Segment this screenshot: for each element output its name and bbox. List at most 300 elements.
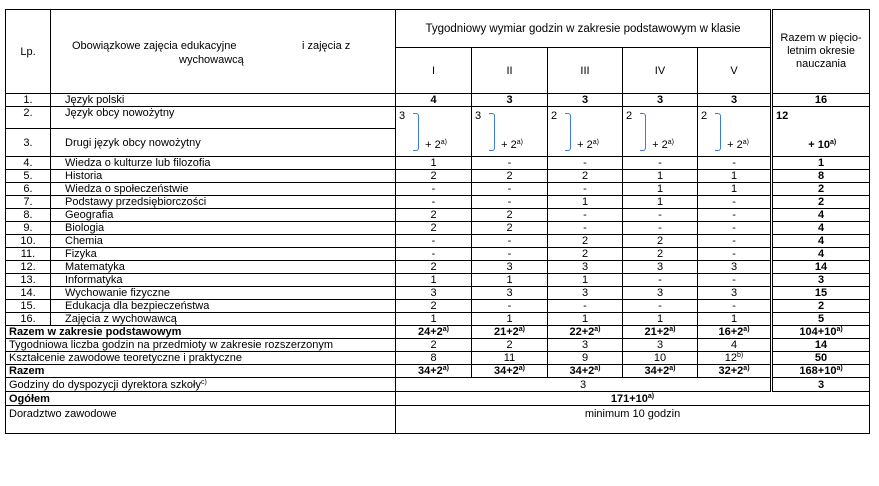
razem-row-total bbox=[772, 365, 870, 378]
row-total bbox=[772, 274, 870, 287]
row-class-4 bbox=[623, 196, 698, 209]
row-class-1 bbox=[396, 248, 472, 261]
doradztwo-label-text: Doradztwo zawodowe bbox=[9, 408, 117, 420]
vocational-row bbox=[6, 352, 870, 365]
row-lp bbox=[6, 196, 51, 209]
row-class-3-text: 1 bbox=[581, 274, 589, 286]
razem-row-class-3-text: 34+2 bbox=[569, 365, 595, 377]
doradztwo-value-text: minimum 10 godzin bbox=[584, 408, 681, 420]
footnote-marker: a) bbox=[440, 138, 447, 146]
row-lp bbox=[6, 157, 51, 170]
doradztwo-label bbox=[6, 406, 396, 434]
footnote-marker: a) bbox=[830, 138, 837, 146]
vocational-row-total bbox=[772, 352, 870, 365]
row-class-4 bbox=[623, 209, 698, 222]
row-total bbox=[772, 248, 870, 261]
extended-row-class-2 bbox=[472, 339, 548, 352]
table-row bbox=[6, 94, 870, 107]
ogolem-row bbox=[6, 392, 870, 406]
row-class-1 bbox=[396, 94, 472, 107]
class-header-3 bbox=[548, 48, 623, 94]
row-total bbox=[772, 157, 870, 170]
row-total-text: 14 bbox=[814, 261, 828, 273]
footnote-marker: a) bbox=[742, 138, 749, 146]
row-class-1 bbox=[396, 300, 472, 313]
row-class-1 bbox=[396, 261, 472, 274]
basic-total-row-class-1-text: 24+2 bbox=[417, 326, 443, 338]
class-header-4-text: IV bbox=[654, 64, 666, 77]
row-class-2 bbox=[472, 222, 548, 235]
row-class-5-text: - bbox=[732, 157, 736, 169]
row-lp-text: 5. bbox=[23, 170, 33, 182]
row-class-2 bbox=[472, 313, 548, 326]
row-lp bbox=[6, 261, 51, 274]
row-subject-text: Edukacja dla bezpieczeństwa bbox=[65, 300, 210, 312]
row-class-5-text: 1 bbox=[730, 170, 738, 182]
class-header-5 bbox=[698, 48, 772, 94]
class-header-3-text: III bbox=[580, 64, 590, 77]
footnote-marker: a) bbox=[594, 326, 601, 333]
vocational-row-class-2-text: 11 bbox=[503, 352, 516, 364]
class-header-5-text: V bbox=[730, 64, 738, 77]
row-class-3-text: 2 bbox=[581, 170, 589, 182]
lang-top-value: 3 bbox=[475, 109, 482, 122]
razem-row-total-text: 168+10 bbox=[799, 365, 837, 377]
row-class-4-text: 3 bbox=[656, 94, 664, 106]
footnote-marker: a) bbox=[594, 365, 601, 372]
row-class-5-text: - bbox=[732, 222, 736, 234]
row-class-5 bbox=[698, 157, 772, 170]
row-subject-text: Informatyka bbox=[65, 274, 123, 286]
director-value bbox=[396, 378, 772, 392]
lang-class-3 bbox=[548, 107, 623, 157]
row-total bbox=[772, 170, 870, 183]
class-header-1 bbox=[396, 48, 472, 94]
row-class-1 bbox=[396, 183, 472, 196]
table-row bbox=[6, 170, 870, 183]
row-class-2-text: 2 bbox=[506, 222, 513, 234]
row-class-2 bbox=[472, 94, 548, 107]
footnote-marker: b) bbox=[737, 352, 744, 359]
basic-total-row bbox=[6, 326, 870, 339]
footnote-marker: a) bbox=[592, 138, 599, 146]
row-class-3-text: 3 bbox=[581, 261, 589, 273]
extended-row-class-4-text: 3 bbox=[656, 339, 664, 351]
row-class-5-text: - bbox=[732, 248, 736, 260]
row-class-3-text: - bbox=[583, 222, 587, 234]
header-subjects-line2: wychowawcą bbox=[179, 53, 244, 66]
table-row bbox=[6, 313, 870, 326]
row-class-4-text: 3 bbox=[656, 261, 664, 273]
row-lp-text: 2. bbox=[23, 107, 33, 119]
row-class-5 bbox=[698, 235, 772, 248]
row-class-4 bbox=[623, 222, 698, 235]
extended-row-total bbox=[772, 339, 870, 352]
row-lp bbox=[6, 300, 51, 313]
row-class-3 bbox=[548, 196, 623, 209]
row-class-4 bbox=[623, 287, 698, 300]
basic-total-row-class-4-text: 21+2 bbox=[644, 326, 670, 338]
row-class-3 bbox=[548, 183, 623, 196]
razem-row bbox=[6, 365, 870, 378]
vocational-row-class-3 bbox=[548, 352, 623, 365]
row-class-3 bbox=[548, 94, 623, 107]
ogolem-value-text: 171+10 bbox=[610, 392, 648, 405]
lang-top-value: 3 bbox=[399, 109, 406, 122]
row-subject-text: Wiedza o kulturze lub filozofia bbox=[65, 157, 211, 169]
row-subject-text: Fizyka bbox=[65, 248, 97, 260]
lang-top-value: 2 bbox=[626, 109, 633, 122]
row-class-4-text: 1 bbox=[656, 313, 664, 325]
table-row bbox=[6, 183, 870, 196]
row-class-4-text: - bbox=[658, 222, 662, 234]
row-class-3 bbox=[548, 248, 623, 261]
director-total bbox=[772, 378, 870, 392]
row-lp bbox=[6, 170, 51, 183]
brace-icon bbox=[565, 113, 571, 151]
ogolem-value bbox=[396, 392, 870, 406]
lang-plus: + $2^{a)}$ bbox=[501, 138, 523, 151]
row-class-1-text: - bbox=[431, 248, 436, 260]
row-class-1 bbox=[396, 209, 472, 222]
row-lp-text: 9. bbox=[23, 222, 33, 234]
basic-total-row-label-text: Razem w zakresie podstawowym bbox=[9, 326, 182, 338]
row-subject bbox=[51, 209, 396, 222]
row-class-5 bbox=[698, 248, 772, 261]
ogolem-label bbox=[6, 392, 396, 406]
basic-total-row-class-3 bbox=[548, 326, 623, 339]
row-class-3-text: - bbox=[583, 157, 587, 169]
row-class-5-text: - bbox=[732, 235, 736, 247]
row-class-5 bbox=[698, 209, 772, 222]
row-lp-text: 15. bbox=[20, 300, 36, 312]
row-class-5-text: - bbox=[732, 209, 736, 221]
footnote-marker: c) bbox=[200, 378, 207, 386]
row-total bbox=[772, 94, 870, 107]
basic-total-row-class-2-text: 21+2 bbox=[493, 326, 519, 338]
lang-plus: + $2^{a)}$ bbox=[727, 138, 749, 151]
footnote-marker: a) bbox=[442, 365, 449, 372]
table-row bbox=[6, 196, 870, 209]
extended-row-class-3 bbox=[548, 339, 623, 352]
row-class-5 bbox=[698, 313, 772, 326]
row-subject bbox=[51, 274, 396, 287]
razem-row-class-3 bbox=[548, 365, 623, 378]
razem-row-label-text: Razem bbox=[9, 365, 45, 377]
row-class-4 bbox=[623, 248, 698, 261]
row-lp-text: 3. bbox=[23, 136, 33, 149]
row-class-1-text: 1 bbox=[430, 274, 437, 286]
row-class-2-text: - bbox=[507, 183, 512, 195]
row-total-text: 1 bbox=[817, 157, 825, 169]
class-header-4 bbox=[623, 48, 698, 94]
row-class-3 bbox=[548, 235, 623, 248]
doradztwo-value bbox=[396, 406, 870, 434]
row-subject bbox=[51, 287, 396, 300]
row-lp-text: 8. bbox=[23, 209, 33, 221]
row-class-3-text: 1 bbox=[581, 196, 589, 208]
row-class-2-text: - bbox=[507, 235, 512, 247]
row-lp bbox=[6, 274, 51, 287]
row-subject bbox=[51, 183, 396, 196]
row-class-4 bbox=[623, 183, 698, 196]
footnote-marker: a) bbox=[743, 326, 750, 333]
razem-row-class-5-text: 32+2 bbox=[718, 365, 744, 377]
vocational-row-class-3-text: 9 bbox=[581, 352, 589, 364]
row-class-2 bbox=[472, 183, 548, 196]
lang-class-1 bbox=[396, 107, 472, 157]
row-class-1-text: 4 bbox=[430, 94, 437, 106]
row-class-5-text: - bbox=[732, 274, 736, 286]
director-label bbox=[6, 378, 396, 392]
row-class-2 bbox=[472, 274, 548, 287]
extended-row-class-3-text: 3 bbox=[581, 339, 589, 351]
vocational-row-class-2 bbox=[472, 352, 548, 365]
row-total-text: 5 bbox=[817, 313, 825, 325]
row-class-3 bbox=[548, 209, 623, 222]
row-total bbox=[772, 287, 870, 300]
row-class-1 bbox=[396, 235, 472, 248]
row-subject-text: Drugi język obcy nowożytny bbox=[65, 136, 201, 149]
row-class-5 bbox=[698, 261, 772, 274]
row-subject-text: Wiedza o społeczeństwie bbox=[65, 183, 189, 195]
row-lp-text: 14. bbox=[20, 287, 36, 299]
razem-row-class-4-text: 34+2 bbox=[644, 365, 670, 377]
row-class-3 bbox=[548, 313, 623, 326]
extended-row-label-text: Tygodniowa liczba godzin na przedmioty w zakresie rozszerzonym bbox=[9, 339, 334, 351]
razem-row-class-5 bbox=[698, 365, 772, 378]
row-class-5 bbox=[698, 170, 772, 183]
brace-icon bbox=[640, 113, 646, 151]
row-subject bbox=[51, 248, 396, 261]
row-class-2-text: 1 bbox=[506, 313, 513, 325]
extended-row-label bbox=[6, 339, 396, 352]
row-total-text: 3 bbox=[817, 274, 825, 286]
row-class-1-text: 1 bbox=[430, 313, 437, 325]
row-total-text: 16 bbox=[814, 94, 828, 106]
table-row bbox=[6, 300, 870, 313]
table-row bbox=[6, 248, 870, 261]
row-lp-text: 16. bbox=[20, 313, 36, 325]
row-lp bbox=[6, 248, 51, 261]
table-row bbox=[6, 209, 870, 222]
vocational-row-class-4-text: 10 bbox=[653, 352, 667, 364]
lang-top-value: 2 bbox=[551, 109, 558, 122]
footnote-marker: a) bbox=[669, 326, 676, 333]
lang-top-value: 12 bbox=[776, 109, 789, 122]
row-subject-text: Historia bbox=[65, 170, 103, 182]
row-class-4-text: - bbox=[658, 157, 662, 169]
director-total-text: 3 bbox=[817, 378, 825, 391]
row-class-2-text: 2 bbox=[506, 170, 513, 182]
footnote-marker: a) bbox=[669, 365, 676, 372]
header-subjects bbox=[51, 10, 396, 94]
row-total-text: 2 bbox=[817, 183, 825, 195]
row-lp-text: 7. bbox=[23, 196, 33, 208]
row-class-1-text: 2 bbox=[430, 222, 437, 234]
row-class-2 bbox=[472, 261, 548, 274]
class-header-1-text: I bbox=[431, 64, 436, 77]
row-subject bbox=[51, 94, 396, 107]
row-subject bbox=[51, 222, 396, 235]
extended-row-class-5 bbox=[698, 339, 772, 352]
footnote-marker: a) bbox=[836, 326, 843, 333]
row-lp-text: 4. bbox=[23, 157, 33, 169]
row-subject bbox=[51, 157, 396, 170]
row-subject-text: Matematyka bbox=[65, 261, 125, 273]
row-total bbox=[772, 300, 870, 313]
row-class-1-text: 2 bbox=[430, 209, 437, 221]
row-lp bbox=[6, 129, 51, 157]
class-header-2 bbox=[472, 48, 548, 94]
row-class-3 bbox=[548, 170, 623, 183]
row-subject bbox=[51, 107, 396, 129]
row-subject bbox=[51, 196, 396, 209]
director-value-text: 3 bbox=[579, 378, 587, 391]
row-class-5 bbox=[698, 94, 772, 107]
row-class-2-text: - bbox=[507, 248, 512, 260]
footnote-marker: a) bbox=[743, 365, 750, 372]
row-class-1 bbox=[396, 157, 472, 170]
extended-row-total-text: 14 bbox=[814, 339, 828, 351]
ogolem-label-text: Ogółem bbox=[9, 392, 50, 405]
row-subject-text: Chemia bbox=[65, 235, 103, 247]
razem-row-class-2-text: 34+2 bbox=[493, 365, 519, 377]
row-class-4 bbox=[623, 300, 698, 313]
row-class-4 bbox=[623, 157, 698, 170]
row-subject bbox=[51, 313, 396, 326]
brace-icon bbox=[489, 113, 495, 151]
extended-row-class-1 bbox=[396, 339, 472, 352]
footnote-marker: a) bbox=[647, 392, 655, 400]
header-weekly: Tygodniowy wymiar godzin w zakresie podstawowym w klasie bbox=[396, 10, 772, 48]
row-subject-text: Język polski bbox=[65, 94, 125, 106]
basic-total-row-class-2 bbox=[472, 326, 548, 339]
row-total bbox=[772, 261, 870, 274]
row-class-4 bbox=[623, 313, 698, 326]
row-class-5-text: - bbox=[732, 300, 736, 312]
row-lp bbox=[6, 183, 51, 196]
row-class-1 bbox=[396, 274, 472, 287]
razem-row-label bbox=[6, 365, 396, 378]
row-class-3-text: 3 bbox=[581, 94, 589, 106]
row-class-3 bbox=[548, 300, 623, 313]
row-subject-text: Zajęcia z wychowawcą bbox=[65, 313, 177, 325]
basic-total-row-class-3-text: 22+2 bbox=[569, 326, 595, 338]
row-total bbox=[772, 209, 870, 222]
row-class-4-text: 3 bbox=[656, 287, 664, 299]
row-total-text: 8 bbox=[817, 170, 825, 182]
row-class-2 bbox=[472, 248, 548, 261]
row-lp bbox=[6, 222, 51, 235]
row-class-1-text: 1 bbox=[430, 157, 437, 169]
table-row bbox=[6, 235, 870, 248]
director-row bbox=[6, 378, 870, 392]
row-class-1 bbox=[396, 170, 472, 183]
row-class-4-text: 1 bbox=[656, 183, 664, 195]
razem-row-class-1-text: 34+2 bbox=[417, 365, 443, 377]
row-lp-text: 13. bbox=[20, 274, 36, 286]
row-class-2 bbox=[472, 287, 548, 300]
row-class-2-text: 2 bbox=[506, 209, 513, 221]
row-class-4 bbox=[623, 235, 698, 248]
header-subjects-line1b: i zajęcia z bbox=[302, 39, 351, 52]
row-class-2 bbox=[472, 235, 548, 248]
row-class-1-text: 2 bbox=[430, 170, 437, 182]
row-total bbox=[772, 183, 870, 196]
row-total bbox=[772, 235, 870, 248]
row-class-4-text: - bbox=[658, 300, 662, 312]
lang-plus: + $10^{a)}$ bbox=[808, 138, 837, 151]
row-class-2 bbox=[472, 300, 548, 313]
extended-row-class-5-text: 4 bbox=[730, 339, 738, 351]
row-class-4 bbox=[623, 94, 698, 107]
vocational-row-class-1 bbox=[396, 352, 472, 365]
row-lp-text: 1. bbox=[23, 94, 33, 106]
row-class-5-text: 1 bbox=[730, 183, 738, 195]
row-class-1-text: - bbox=[431, 196, 436, 208]
row-lp-text: 11. bbox=[20, 248, 36, 260]
row-class-2-text: 3 bbox=[506, 94, 513, 106]
row-subject bbox=[51, 261, 396, 274]
row-class-4-text: - bbox=[658, 209, 662, 221]
basic-total-row-total bbox=[772, 326, 870, 339]
row-class-5 bbox=[698, 196, 772, 209]
table-row bbox=[6, 222, 870, 235]
row-lp bbox=[6, 209, 51, 222]
row-lp bbox=[6, 287, 51, 300]
row-class-3 bbox=[548, 274, 623, 287]
row-class-2 bbox=[472, 196, 548, 209]
row-class-5 bbox=[698, 183, 772, 196]
extended-row-class-2-text: 2 bbox=[506, 339, 513, 351]
row-class-5-text: - bbox=[732, 196, 736, 208]
row-subject-text: Biologia bbox=[65, 222, 105, 234]
lang-plus: + $2^{a)}$ bbox=[652, 138, 674, 151]
row-class-5-text: 3 bbox=[730, 261, 738, 273]
row-total-text: 15 bbox=[814, 287, 828, 299]
row-total-text: 2 bbox=[817, 196, 825, 208]
row-class-2-text: 1 bbox=[506, 274, 513, 286]
row-class-4-text: 2 bbox=[656, 235, 664, 247]
row-class-1-text: 2 bbox=[430, 300, 437, 312]
vocational-row-class-5 bbox=[698, 352, 772, 365]
row-lp-text: 6. bbox=[23, 183, 33, 195]
row-total bbox=[772, 196, 870, 209]
vocational-row-class-4 bbox=[623, 352, 698, 365]
curriculum-table bbox=[5, 9, 870, 434]
row-lp bbox=[6, 94, 51, 107]
row-class-3-text: 1 bbox=[581, 313, 589, 325]
row-class-5-text: 3 bbox=[730, 94, 738, 106]
class-header-2-text: II bbox=[506, 64, 513, 77]
row-subject bbox=[51, 170, 396, 183]
table-row bbox=[6, 261, 870, 274]
lang-total bbox=[772, 107, 870, 157]
row-subject-text: Wychowanie fizyczne bbox=[65, 287, 171, 299]
row-total-text: 2 bbox=[817, 300, 825, 312]
row-class-3 bbox=[548, 261, 623, 274]
row-class-3-text: 2 bbox=[581, 235, 589, 247]
header-total: Razem w pięcio- letnim okresie nauczania bbox=[772, 10, 870, 94]
row-class-2-text: - bbox=[507, 196, 512, 208]
row-class-2-text: 3 bbox=[506, 261, 513, 273]
row-class-1-text: - bbox=[431, 183, 436, 195]
row-class-3-text: 3 bbox=[581, 287, 589, 299]
row-class-3 bbox=[548, 287, 623, 300]
row-subject-text: Podstawy przedsiębiorczości bbox=[65, 196, 207, 208]
row-class-1-text: - bbox=[431, 235, 436, 247]
